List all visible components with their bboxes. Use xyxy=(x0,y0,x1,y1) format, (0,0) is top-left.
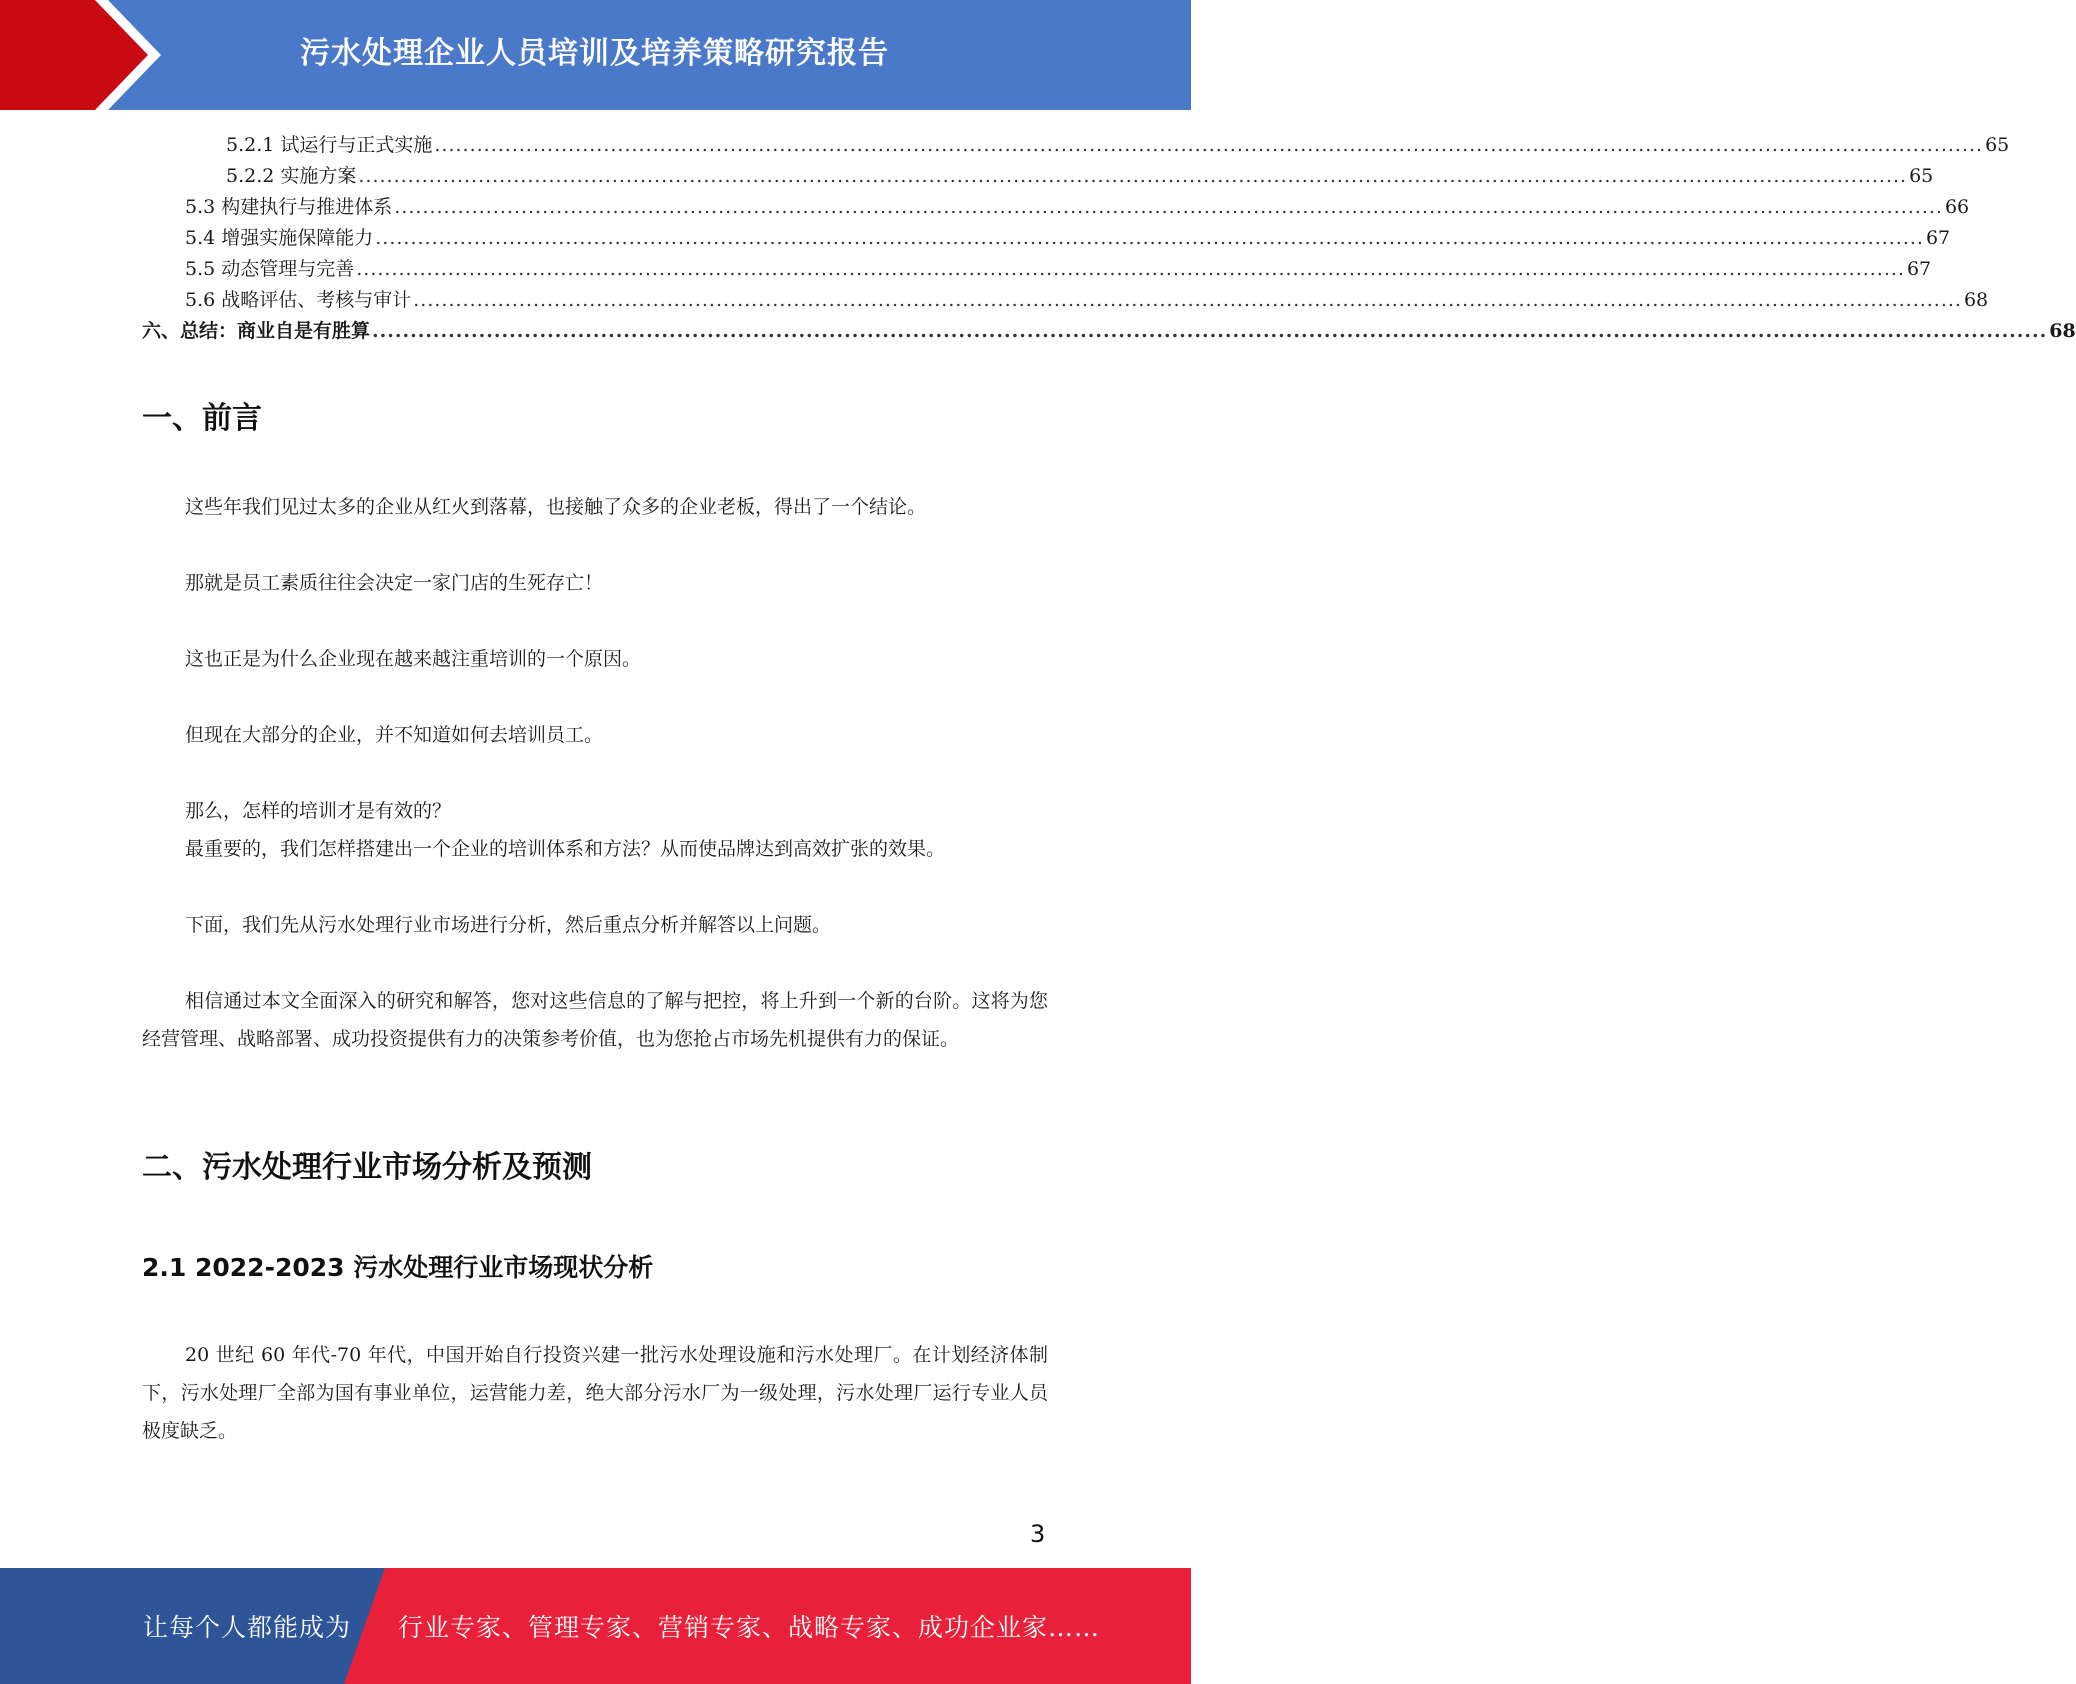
page-footer xyxy=(0,1568,1191,1684)
toc-entry-label: 5.2.2 实施方案 xyxy=(226,165,357,187)
footer-slogan-right: 行业专家、管理专家、营销专家、战略专家、成功企业家…… xyxy=(398,1613,1101,1642)
subsection-heading: 2.1 2022-2023 污水处理行业市场现状分析 xyxy=(142,1253,654,1282)
paragraph: 最重要的，我们怎样搭建出一个企业的培训体系和方法？从而使品牌达到高效扩张的效果。 xyxy=(185,838,946,860)
toc-entry-label: 5.4 增强实施保障能力 xyxy=(185,227,374,249)
paragraph: 这也正是为什么企业现在越来越注重培训的一个原因。 xyxy=(185,648,642,670)
toc-leader-dots: ............................................................................................................................................................................................................................ xyxy=(356,258,1905,280)
toc-entry-page: 65 xyxy=(1909,165,1934,187)
toc-entry[interactable] xyxy=(142,254,1932,285)
table-of-contents xyxy=(142,130,2076,347)
paragraph: 下面，我们先从污水处理行业市场进行分析，然后重点分析并解答以上问题。 xyxy=(185,914,832,936)
toc-leader-dots: ............................................................................................................................................................................................................................ xyxy=(372,320,2048,342)
page-header xyxy=(0,0,1191,110)
paragraph: 那么，怎样的培训才是有效的？ xyxy=(185,800,452,822)
toc-entry[interactable] xyxy=(142,130,2010,161)
toc-entry-label: 5.3 构建执行与推进体系 xyxy=(185,196,393,218)
toc-entry[interactable] xyxy=(142,223,1951,254)
toc-entry[interactable] xyxy=(142,285,1989,316)
toc-leader-dots: ............................................................................................................................................................................................................................ xyxy=(434,134,1984,156)
toc-entry-page: 67 xyxy=(1906,258,1932,280)
paragraph: 相信通过本文全面深入的研究和解答，您对这些信息的了解与把控，将上升到一个新的台阶。这将为您经营管理、战略部署、成功投资提供有力的决策参考价值，也为您抢占市场先机提供有力的保证。 xyxy=(142,990,1048,1050)
paragraph: 20 世纪 60 年代-70 年代，中国开始自行投资兴建一批污水处理设施和污水处理厂。在计划经济体制下，污水处理厂全部为国有事业单位，运营能力差，绝大部分污水厂为一级处理，污水处理厂运行专业人员极度缺乏。 xyxy=(142,1344,1048,1442)
toc-entry[interactable] xyxy=(142,161,1934,192)
footer-slogan-left: 让每个人都能成为 xyxy=(143,1613,352,1642)
paragraph: 但现在大部分的企业，并不知道如何去培训员工。 xyxy=(185,724,604,746)
toc-entry-page: 68 xyxy=(2049,320,2076,342)
toc-entry[interactable] xyxy=(142,316,2076,347)
section-heading-preface: 一、前言 xyxy=(142,401,262,436)
toc-leader-dots: ............................................................................................................................................................................................................................ xyxy=(394,196,1943,218)
header-red-arrow xyxy=(0,0,148,110)
toc-entry-page: 67 xyxy=(1925,227,1951,249)
toc-entry-label: 5.6 战略评估、考核与审计 xyxy=(185,289,412,311)
page-number: 3 xyxy=(1030,1520,1046,1548)
toc-entry-page: 68 xyxy=(1963,289,1989,311)
toc-entry-label: 5.5 动态管理与完善 xyxy=(185,258,355,280)
toc-entry[interactable] xyxy=(142,192,1970,223)
section-heading-market-analysis: 二、污水处理行业市场分析及预测 xyxy=(142,1150,592,1185)
paragraph: 那就是员工素质往往会决定一家门店的生死存亡！ xyxy=(185,572,604,594)
paragraph: 这些年我们见过太多的企业从红火到落幕，也接触了众多的企业老板，得出了一个结论。 xyxy=(185,496,927,518)
toc-leader-dots: ............................................................................................................................................................................................................................ xyxy=(358,165,1908,187)
toc-entry-page: 65 xyxy=(1985,134,2010,156)
toc-leader-dots: ............................................................................................................................................................................................................................ xyxy=(413,289,1962,311)
header-title: 污水处理企业人员培训及培养策略研究报告 xyxy=(300,36,889,71)
toc-entry-page: 66 xyxy=(1944,196,1970,218)
toc-entry-label: 六、总结：商业自是有胜算 xyxy=(142,320,371,342)
toc-leader-dots: ............................................................................................................................................................................................................................ xyxy=(375,227,1924,249)
toc-entry-label: 5.2.1 试运行与正式实施 xyxy=(226,134,433,156)
